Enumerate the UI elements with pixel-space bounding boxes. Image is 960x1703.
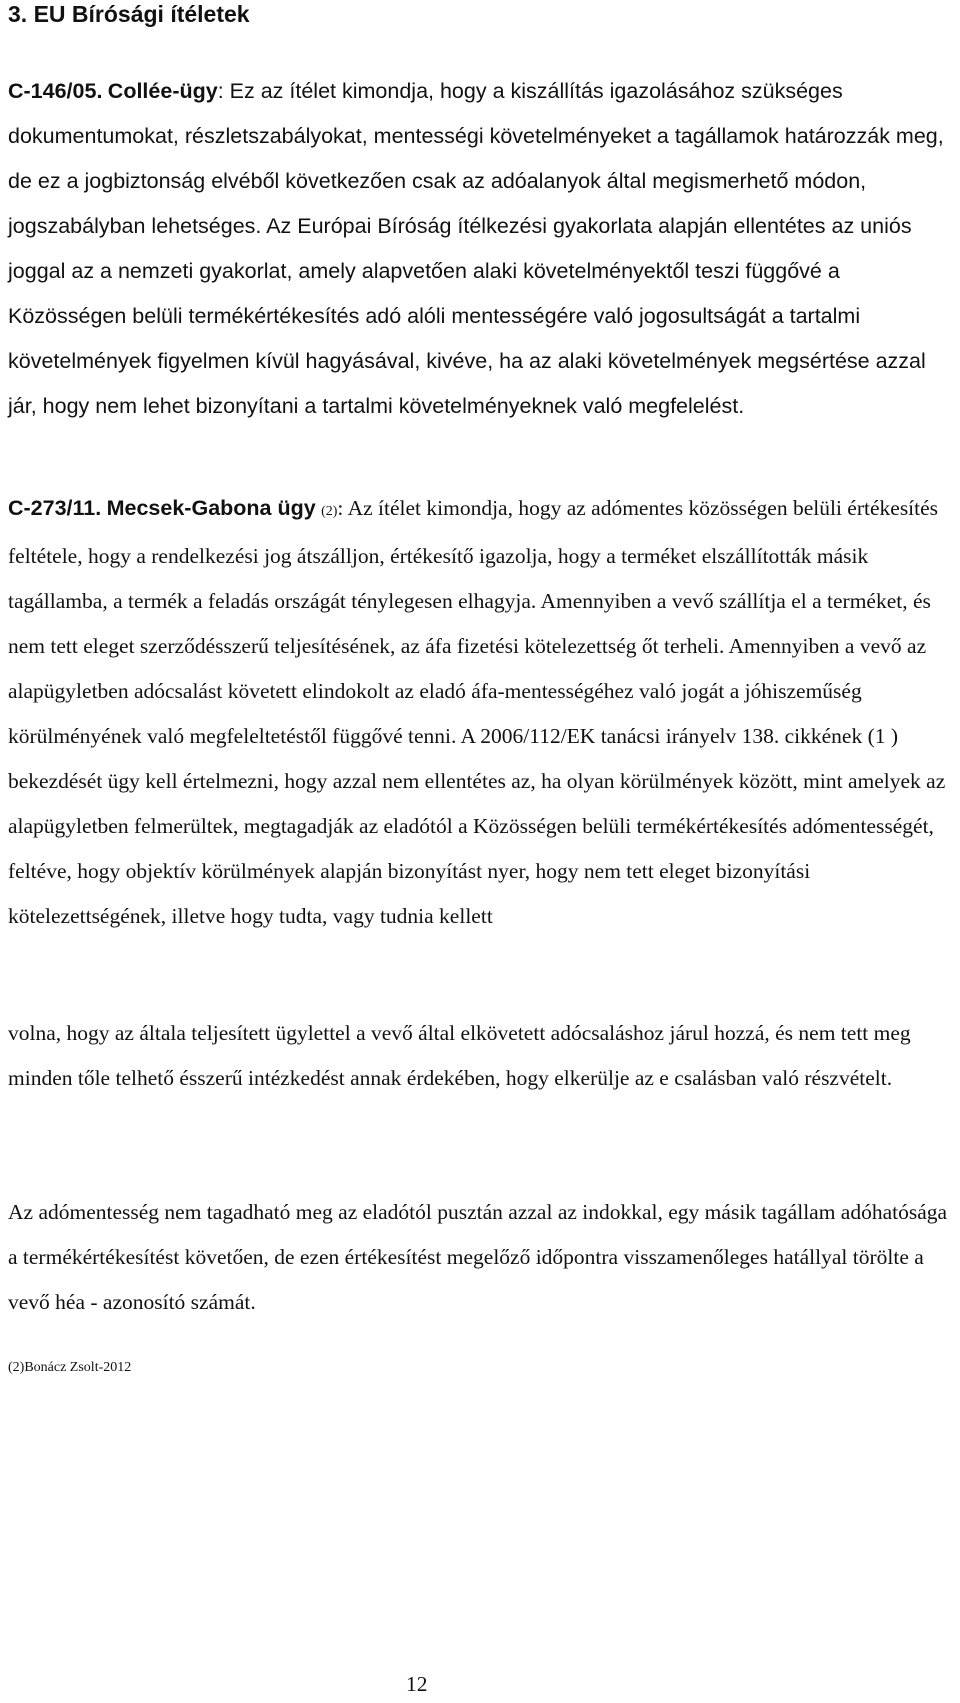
paragraph-mecsek-gabona-case bbox=[8, 486, 948, 939]
collee-body-text: Az Európai Bíróság ítélkezési gyakorlata alapján ellentétes az uniós joggal az a nemzeti gyakorlat, amely alapvetően alaki követelményektől teszi függővé a Közösségen belüli termékértékesítés adó alóli mentességére való jogosultságát a tartalmi követelmények figyelmen kívül hagyásával, kivéve, ha az alaki követelmények megsértése azzal jár, hogy nem lehet bizonyítani a tartalmi követelményeknek való megfelelést. bbox=[8, 214, 926, 418]
paragraph-continuation: volna, hogy az általa teljesített ügylettel a vevő által elkövetett adócsaláshoz járul hozzá, és nem tett meg minden tőle telhető ésszerű intézkedést annak érdekében, hogy elkerülje az e csalásban való részvételt. bbox=[8, 1021, 911, 1090]
paragraph-collee-case bbox=[8, 69, 948, 429]
collee-intro-text: : Ez az ítélet kimondja, hogy a kiszállítás igazolásához szükséges dokumentumokat, részletszabályokat, mentességi követelményeket a tagállamok határozzák meg, de ez a jogbiztonság elvéből következően csak az adóalanyok által megismerhető módon, jogszabályban lehetséges. bbox=[8, 79, 944, 238]
section-title: 3. EU Bírósági ítéletek bbox=[8, 1, 250, 27]
mecsek-gabona-text: : Az ítélet kimondja, hogy az adómentes közösségen belüli értékesítés feltétele, hogy a rendelkezési jog átszálljon, értékesítő igazolja, hogy a terméket elszállították másik tagállamba, a termék a feladás országát ténylegesen elhagyja. Amennyiben a vevő szállítja el a terméket, és nem tett eleget szerződésszerű teljesítésének, az áfa fizetési kötelezettség őt terheli. Amennyiben a vevő az alapügyletben adócsalást követett elindokolt az eladó áfa-mentességéhez való jogát a jóhiszeműség körülményének való megfeleltetéstől függővé tenni. A 2006/112/EK tanácsi irányelv 138. cikkének (1 ) bekezdését ügy kell értelmezni, hogy azzal nem ellentétes az, ha olyan körülmények között, mint amelyek az alapügyletben felmerültek, megtagadják az eladótól a Közösségen belüli termékértékesítés adómentességét, feltéve, hogy objektív körülmények alapján bizonyítást nyer, hogy nem tett eleget bizonyítási kötelezettségének, illetve hogy tudta, vagy tudnia kellett bbox=[8, 496, 946, 928]
case-name-collee: Collée-ügy bbox=[107, 79, 218, 103]
case-name-mecsek-gabona: Mecsek-Gabona ügy bbox=[106, 496, 316, 520]
paragraph-exemption: Az adómentesség nem tagadható meg az eladótól pusztán azzal az indokkal, egy másik tagállam adóhatósága a termékértékesítést követően, de ezen értékesítést megelőző időpontra visszamenőleges hatállyal törölte a vevő héa - azonosító számát. bbox=[8, 1200, 948, 1314]
case-id-collee: C-146/05. bbox=[8, 79, 103, 103]
case-id-mecsek-gabona: C-273/11. bbox=[8, 496, 102, 520]
footnote: (2)Bonácz Zsolt-2012 bbox=[8, 1360, 132, 1375]
footnote-reference: (2) bbox=[321, 504, 338, 519]
document-page bbox=[8, 0, 953, 1703]
page-number: 12 bbox=[406, 1672, 428, 1696]
